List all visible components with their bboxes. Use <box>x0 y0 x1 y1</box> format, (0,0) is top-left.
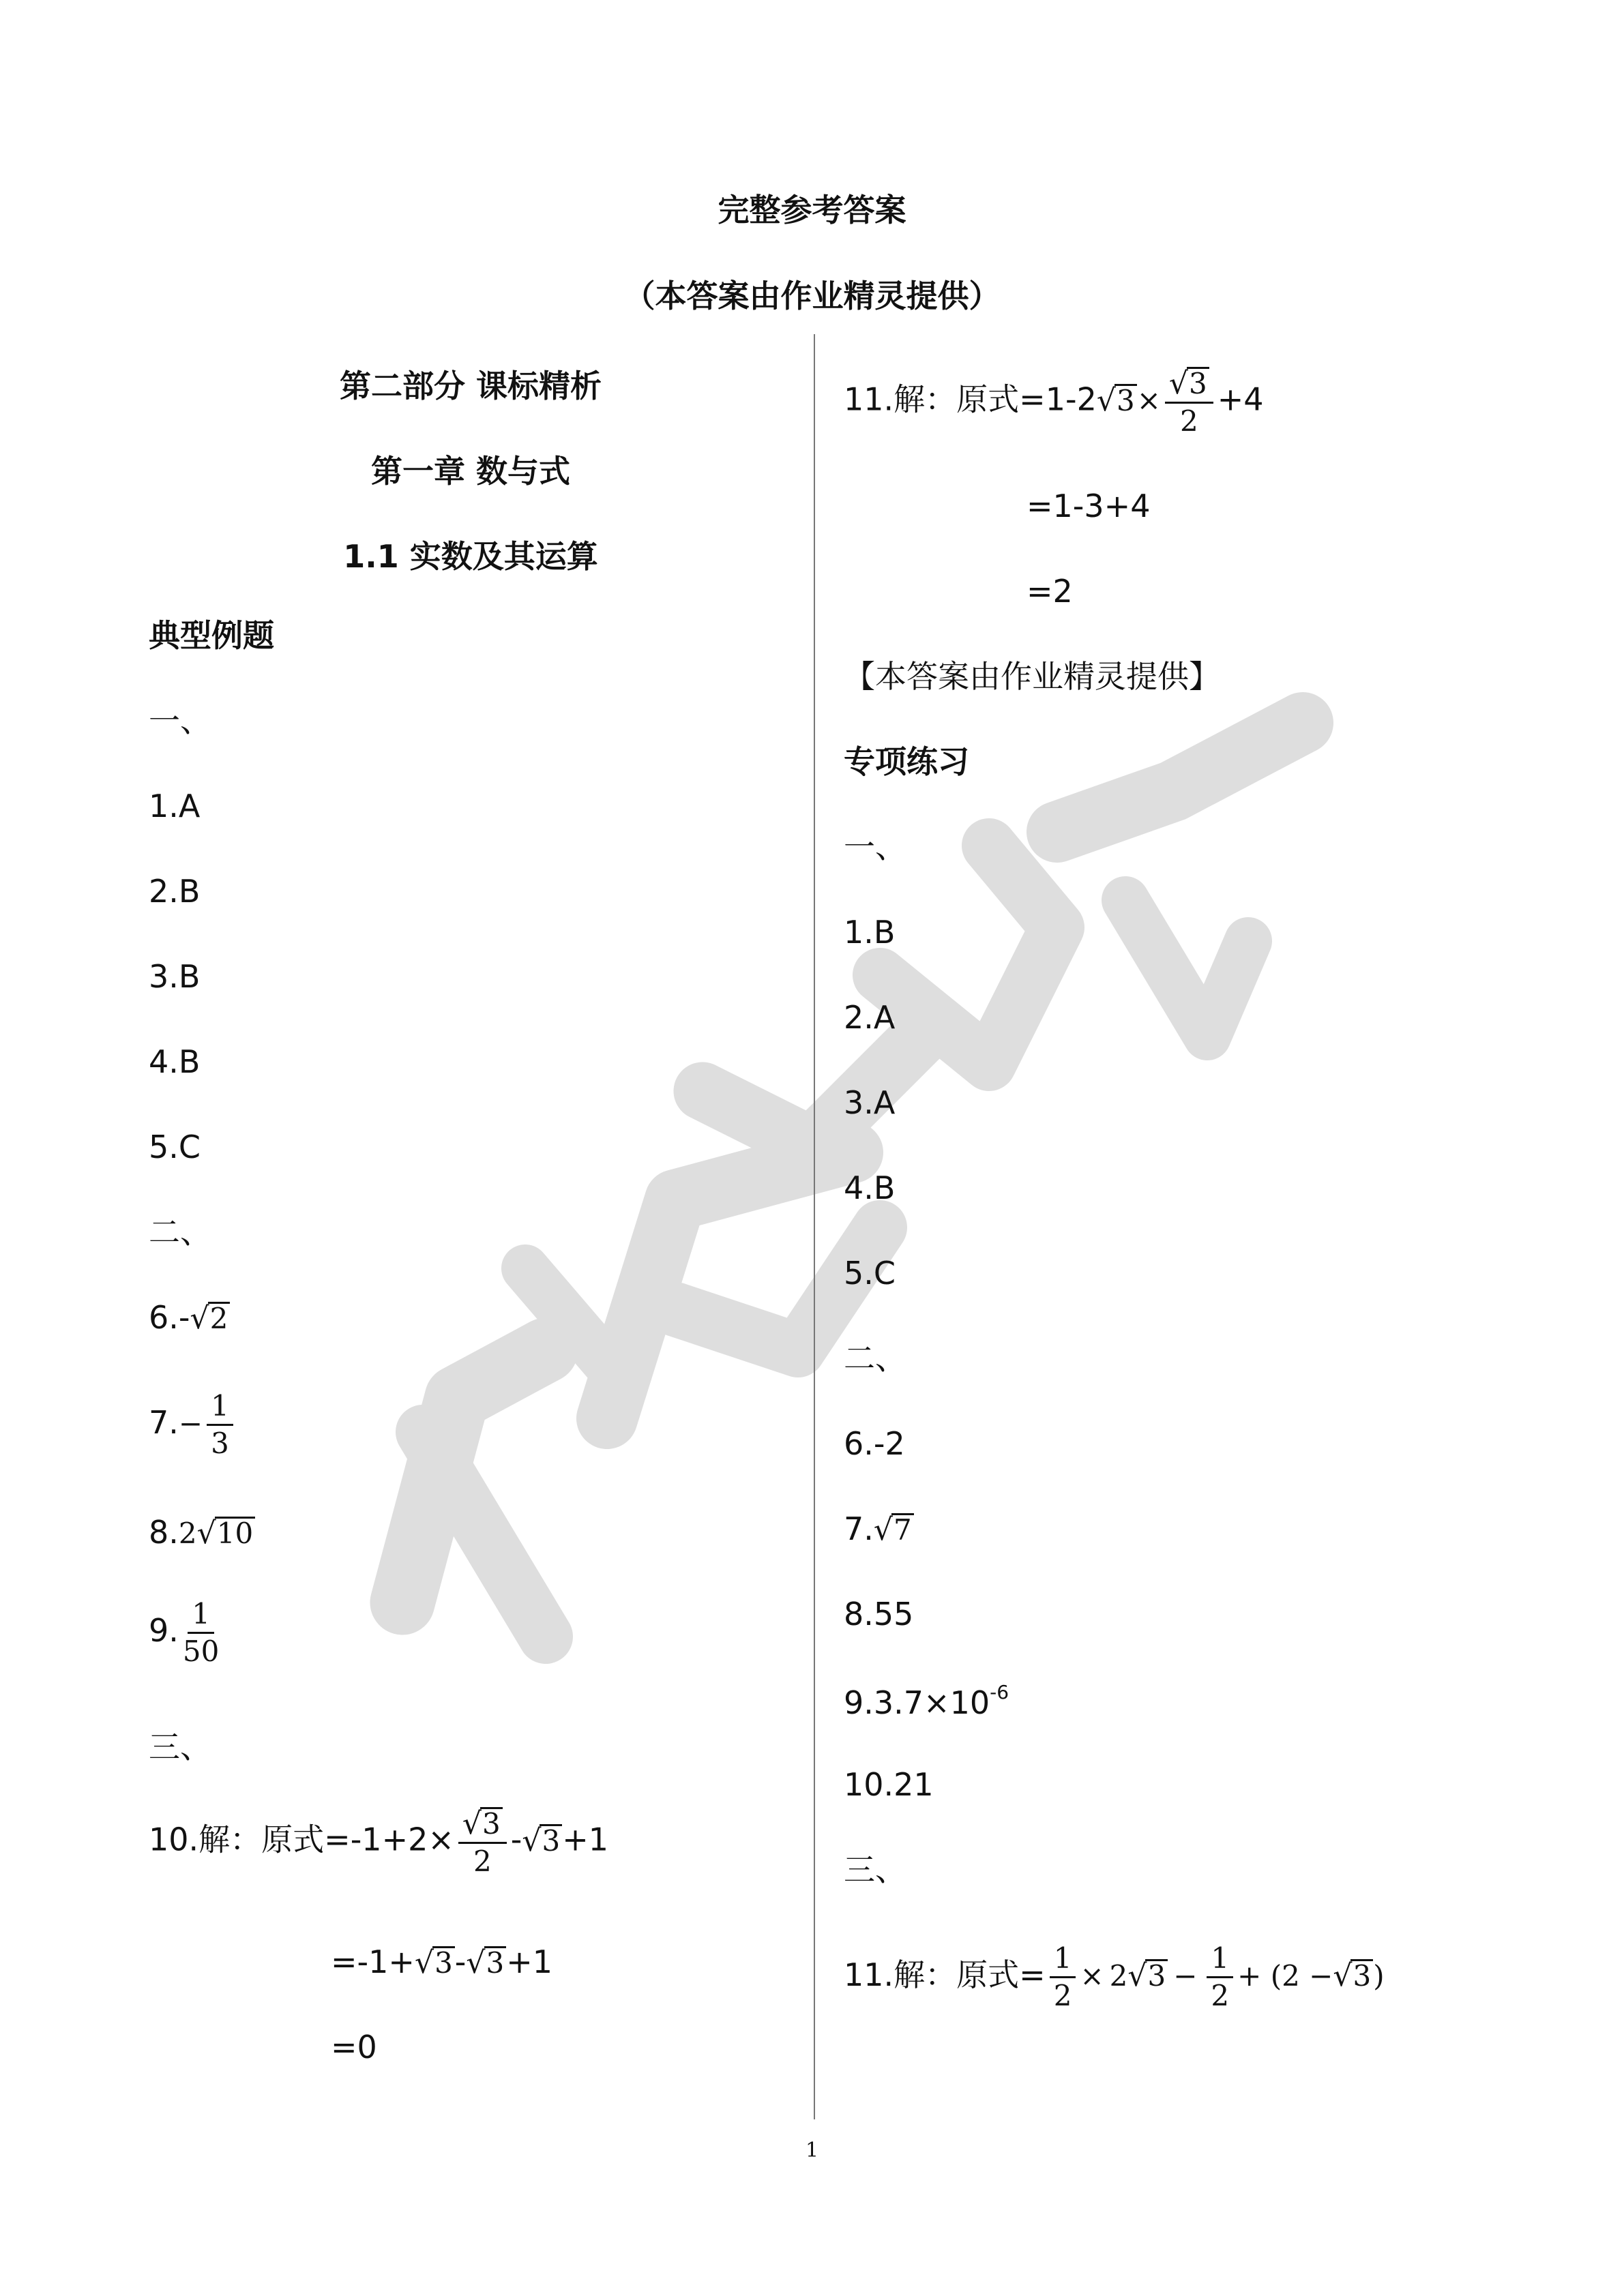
solution-11a-line-3: =2 <box>1027 573 1073 610</box>
answer-item-9: 9. $\frac{1}{50}$ <box>149 1597 220 1669</box>
fraction: $\frac{1}{2}$ <box>1050 1943 1076 2011</box>
sqrt-expression: √ 3 <box>522 1824 562 1856</box>
answer-item-9: $9.3.7\times 10^{-6}$ <box>844 1681 1009 1721</box>
chapter-heading: 第一章 数与式 <box>370 453 570 490</box>
column-divider <box>814 334 815 2119</box>
solution-11b-line-1: 11.解：原式= $\frac{1}{2}$ × 2 √ 3 − $\frac{1}{2}$ + (2 − √ 3 ) <box>844 1941 1385 2013</box>
sqrt-expression: √ 3 <box>466 1946 506 1978</box>
answer-item-6: 6.- √ 2 <box>149 1299 230 1337</box>
fraction: $\frac{1}{3}$ <box>207 1391 233 1459</box>
sqrt-expression: √ 7 <box>874 1513 914 1545</box>
section-heading: 1.1 实数及其运算 <box>343 538 598 575</box>
page-number: 1 <box>805 2138 819 2162</box>
solution-10-line-1: 10.解：原式=-1+2× √ 3 2 - √ 3 +1 <box>149 1806 609 1879</box>
group-label-1: 一、 <box>149 702 211 739</box>
fraction: $\frac{1}{2}$ <box>1207 1943 1233 2011</box>
sqrt-expression: √ 3 <box>415 1946 455 1978</box>
page-title: 完整参考答案 <box>718 192 906 228</box>
subsection-heading-practice: 专项练习 <box>844 743 969 780</box>
fraction: $\frac{1}{50}$ <box>182 1597 220 1669</box>
sqrt-expression: √ 3 <box>1097 384 1137 416</box>
group-label-1: 一、 <box>844 829 906 865</box>
group-label-2: 二、 <box>149 1214 211 1251</box>
sqrt-expression: √ 10 <box>197 1517 256 1549</box>
answer-item: 3.A <box>844 1084 896 1121</box>
solution-10-line-2: =-1+ √ 3 - √ 3 +1 <box>331 1943 553 1980</box>
answer-item-6: 6.-2 <box>844 1425 905 1462</box>
solution-11a-line-2: =1-3+4 <box>1027 488 1151 524</box>
answer-item: 4.B <box>844 1169 896 1206</box>
fraction: √ 3 2 <box>458 1807 507 1877</box>
solution-10-line-3: =0 <box>331 2029 377 2066</box>
answer-item-8: 8.2 √ 10 <box>149 1514 255 1551</box>
group-label-3: 三、 <box>149 1729 211 1765</box>
answer-item-7: 7. √ 7 <box>844 1510 914 1548</box>
group-label-2: 二、 <box>844 1340 906 1377</box>
answer-item: 1.A <box>149 788 201 824</box>
subsection-heading-examples: 典型例题 <box>149 617 274 654</box>
solution-11a-line-1: 11.解：原式=1-2 √ 3 × √ 3 2 +4 <box>844 366 1264 438</box>
page-subtitle: （本答案由作业精灵提供） <box>623 278 1001 314</box>
answer-item: 2.A <box>844 999 896 1036</box>
answer-item: 1.B <box>844 914 896 951</box>
sqrt-expression: √ 3 <box>1127 1959 1168 1991</box>
answer-item: 5.C <box>149 1129 201 1165</box>
answer-item-8: 8.55 <box>844 1596 914 1632</box>
answer-item: 5.C <box>844 1255 896 1292</box>
sqrt-expression: √ 2 <box>190 1302 231 1334</box>
answer-item-7: 7.− $\frac{1}{3}$ <box>149 1391 237 1459</box>
answer-item-10: 10.21 <box>844 1766 934 1803</box>
sqrt-expression: √ 3 <box>1333 1959 1373 1991</box>
answer-credit: 【本答案由作业精灵提供】 <box>844 658 1220 695</box>
group-label-3: 三、 <box>844 1851 906 1888</box>
part-heading: 第二部分 课标精析 <box>339 368 602 404</box>
answer-item: 4.B <box>149 1043 201 1080</box>
answer-item: 2.B <box>149 873 201 910</box>
fraction: √ 3 2 <box>1165 367 1213 436</box>
answer-item: 3.B <box>149 958 201 995</box>
